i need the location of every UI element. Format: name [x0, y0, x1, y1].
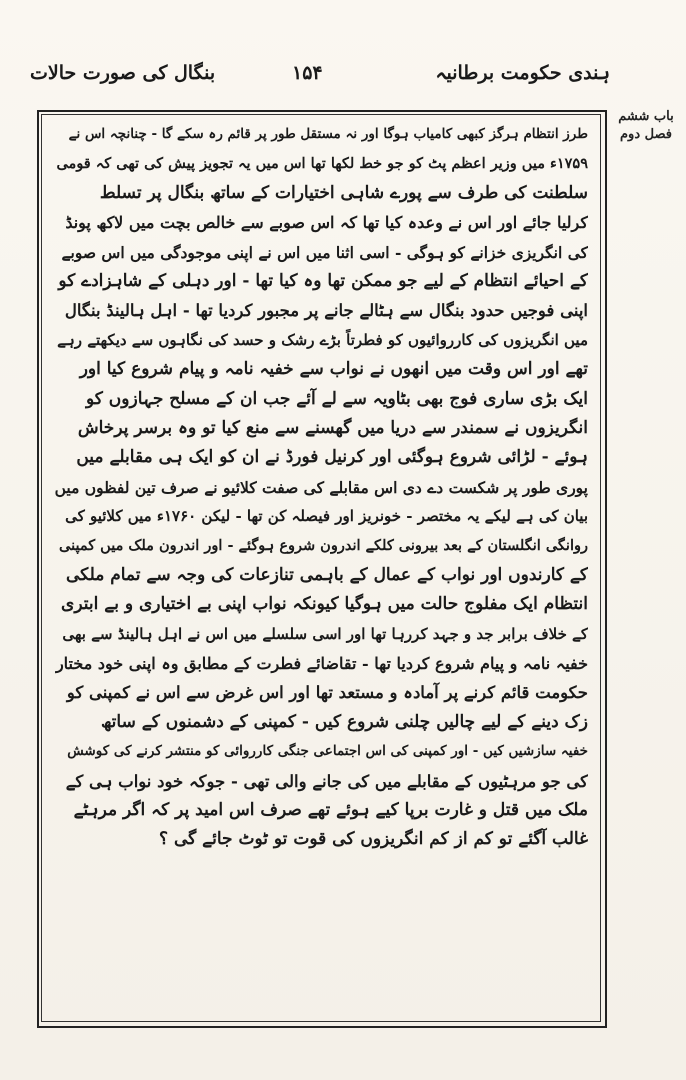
- book-title: ہندی حکومت برطانیہ: [435, 62, 610, 84]
- text-line: غالب آگئے تو کم از کم انگریزوں کی قوت تو ٹوٹ جائے گی ؟: [159, 829, 588, 850]
- text-line: میں انگریزوں کی کارروائیوں کو فطرتاً بڑے رشک و حسد کی نگاہوں سے دیکھتے رہے: [57, 330, 588, 349]
- text-line: خفیہ سازشیں کیں - اور کمپنی کی اس اجتماعی جنگی کارروائی کو منتشر کرنے کی کوشش: [67, 743, 588, 760]
- text-line: اپنی فوجیں حدود بنگال سے ہٹالے جانے پر مجبور کردیا تھا - اہل ہالینڈ بنگال: [64, 301, 588, 321]
- text-line: زک دینے کے لیے چالیں چلنی شروع کیں - کمپنی کے دشمنوں کے ساتھ: [100, 711, 588, 732]
- text-line: انتظام ایک مفلوج حالت میں ہوگیا کیونکہ نواب اپنی بے اختیاری و بے ابتری: [61, 594, 588, 615]
- text-line: ۱۷۵۹ء میں وزیر اعظم پٹ کو جو خط لکھا تھا اس میں یہ تجویز پیش کی تھی کہ قومی: [56, 155, 588, 173]
- text-line: تھے اور اس وقت میں انھوں نے نواب سے خفیہ نامہ و پیام شروع کیا اور: [79, 359, 588, 380]
- body-text: [52, 120, 588, 1010]
- text-line: حکومت قائم کرنے پر آمادہ و مستعد تھا اور اس غرض سے اس نے کمپنی کو: [66, 683, 588, 703]
- text-line: کے خلاف برابر جد و جہد کررہا تھا اور اسی سلسلے میں اس نے اہل ہالینڈ سے بھی: [62, 624, 588, 643]
- text-line: خفیہ نامہ و پیام شروع کردیا تھا - تقاضائے فطرت کے مطابق وہ اپنی خود مختار: [55, 654, 588, 674]
- page-number: ۱۵۴: [292, 62, 323, 84]
- chapter-title: بنگال کی صورت حالات: [30, 62, 216, 84]
- text-line: کرلیا جائے اور اس نے وعدہ کیا تھا کہ اس صوبے سے خالص بچت میں لاکھ پونڈ: [65, 213, 588, 233]
- text-line: کے احیائے انتظام کے لیے جو ممکن تھا وہ کیا تھا - اور دہلی کے شاہزادے کو: [58, 270, 588, 291]
- text-line: بیان کی ہے لیکے یہ مختصر - خونریز اور فیصلہ کن تھا - لیکن ۱۷۶۰ء میں کلائیو کی: [65, 507, 588, 526]
- text-line: سلطنت کی طرف سے پورے شاہی اختیارات کے ساتھ بنگال پر تسلط: [99, 182, 588, 203]
- text-line: روانگی انگلستان کے بعد بیرونی کلکے اندرون شروع ہوگئے - اور اندرون ملک میں کمپنی: [59, 537, 588, 555]
- text-line: پوری طور پر شکست دے دی اس مقابلے کی صفت کلائیو نے صرف تین لفظوں میں: [54, 477, 588, 497]
- text-line: انگریزوں نے سمندر سے دریا میں گھسنے سے منع کیا تو وہ برسر پرخاش: [77, 417, 588, 438]
- text-line: کی جو مرہٹیوں کے مقابلے میں کی جانے والی تھی - جوکہ خود نواب ہی کے: [65, 771, 588, 791]
- text-line: ایک بڑی ساری فوج بھی بٹاویہ سے لے آئے جب ان کے مسلح جہازوں کو: [86, 388, 588, 409]
- text-line: ملک میں قتل و غارت برپا کیے ہوئے تھے صرف اس امید پر کہ اگر مرہٹے: [73, 799, 588, 820]
- text-line: طرز انتظام ہرگز کبھی کامیاب ہوگا اور نہ مستقل طور پر قائم رہ سکے گا - چنانچہ اس نے: [68, 126, 588, 142]
- running-header: [30, 62, 610, 102]
- text-line: ہوئے - لڑائی شروع ہوگئی اور کرنیل فورڈ نے ان کو ایک ہی مقابلے میں: [76, 447, 588, 468]
- text-line: کے کارندوں اور نواب کے عمال کے باہمی تنازعات کی وجہ سے تمام ملکی: [66, 564, 588, 585]
- margin-note: باب ششم فصل دوم: [618, 109, 674, 142]
- text-line: کی انگریزی خزانے کو ہوگی - اسی اثنا میں اس نے اپنی موجودگی میں اس صوبے: [61, 242, 588, 262]
